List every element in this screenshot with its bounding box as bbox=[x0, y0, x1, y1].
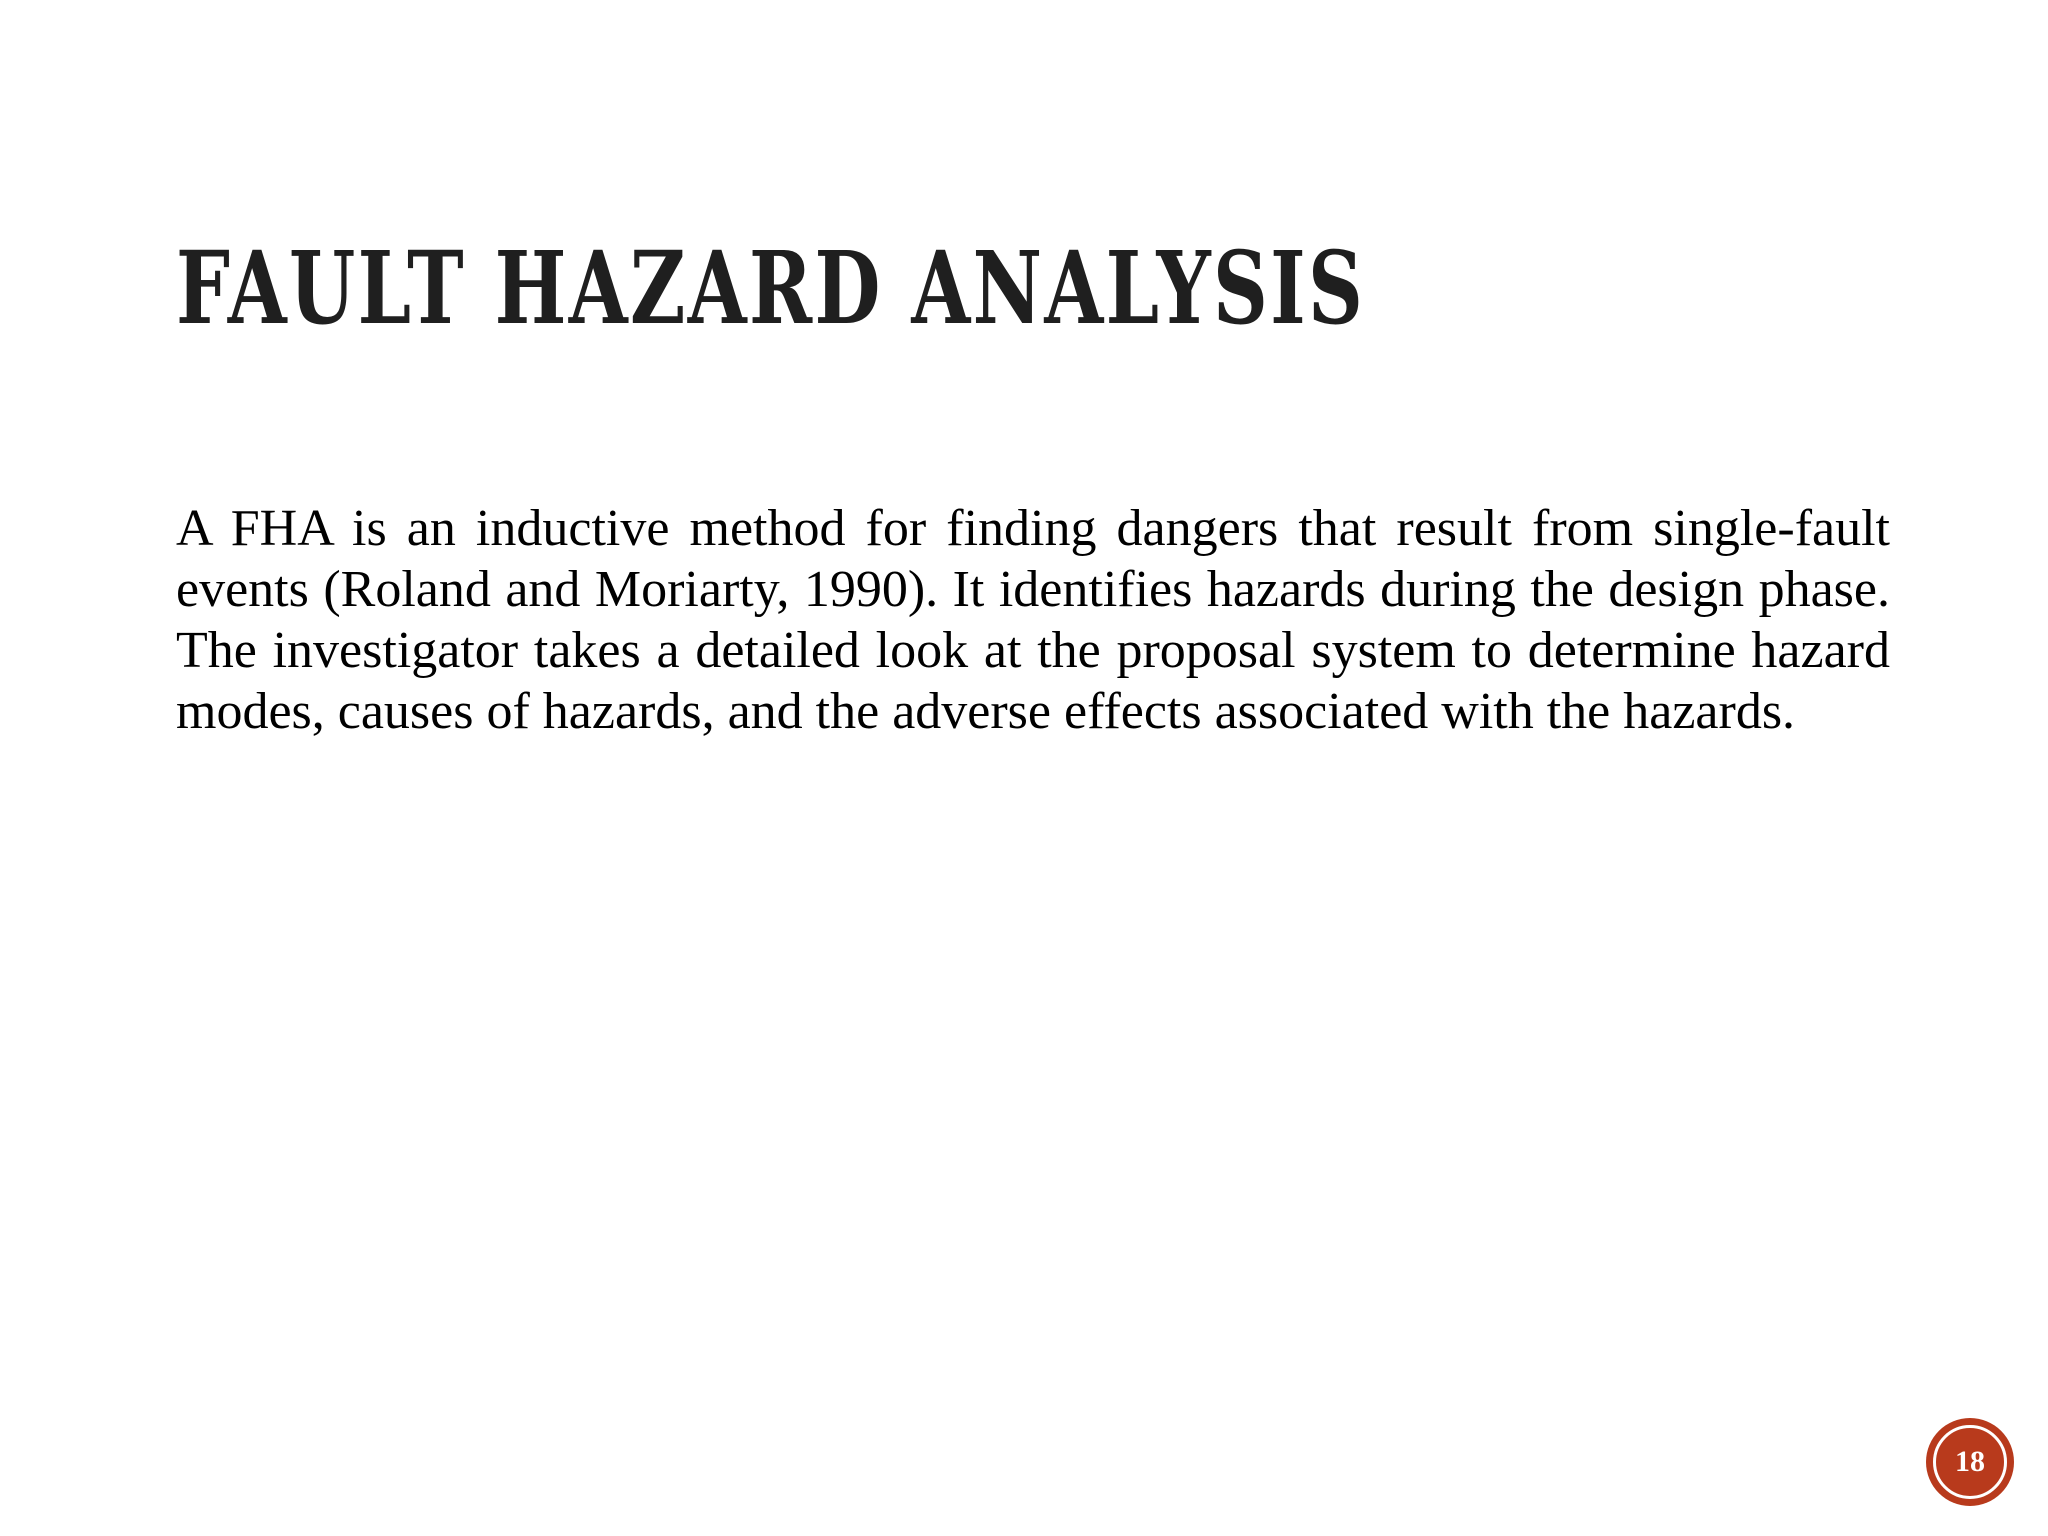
slide-title: FAULT HAZARD ANALYSIS bbox=[176, 229, 1366, 347]
page-number-badge bbox=[1926, 1418, 2014, 1506]
slide-body-text: A FHA is an inductive method for finding dangers that result from single-fault events (Roland and Moriarty, 1990). It identifies hazards during the design phase. The investigator takes a detailed look at the proposal system to determine hazard modes, causes of hazards, and the adverse effects associated with the hazards. bbox=[176, 500, 1890, 740]
page-number: 18 bbox=[1955, 1445, 1985, 1478]
